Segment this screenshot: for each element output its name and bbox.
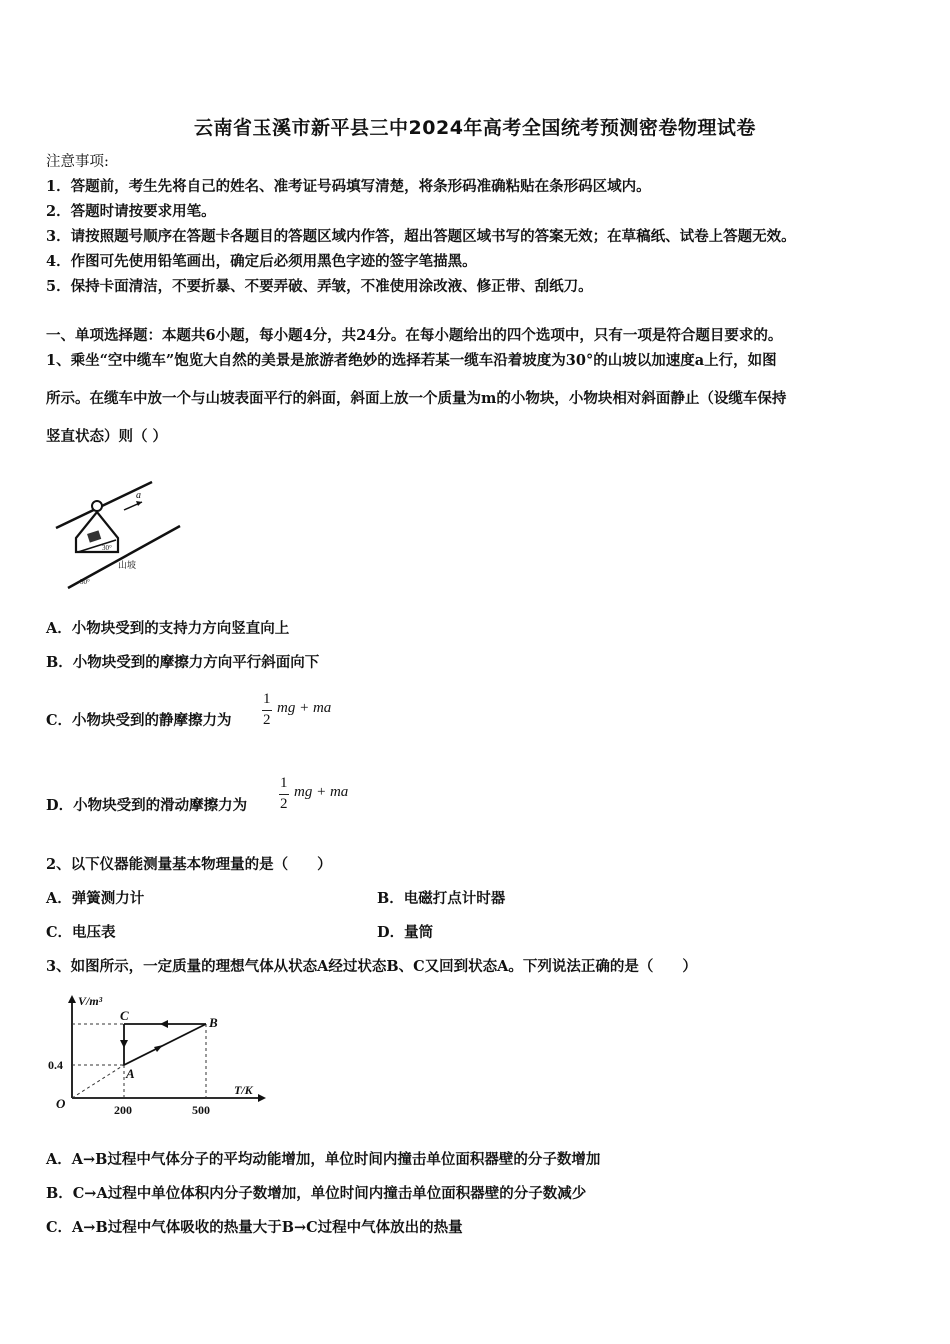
q3-stem: 3、如图所示，一定质量的理想气体从状态A经过状态B、C又回到状态A。下列说法正确的是（ ）	[46, 958, 697, 975]
q1-option-a: A．小物块受到的支持力方向竖直向上	[46, 620, 290, 637]
q2-option-a: A．弹簧测力计	[46, 890, 145, 907]
q3-vt-graph	[42, 990, 272, 1122]
q1-stem-line2: 所示。在缆车中放一个与山坡表面平行的斜面，斜面上放一个质量为m的小物块，小物块相对斜面静止（设缆车保持	[46, 390, 787, 407]
point-a-label: A	[126, 1066, 135, 1081]
q1-option-c: C．小物块受到的静摩擦力为	[46, 712, 232, 729]
q1-cable-car-figure	[54, 470, 194, 592]
notice-heading: 注意事项:	[46, 154, 109, 170]
process-a-b	[124, 1024, 206, 1065]
top-angle-label: 30°	[102, 544, 112, 552]
q2-stem: 2、以下仪器能测量基本物理量的是（ ）	[46, 856, 332, 873]
v-axis-label: V/m³	[78, 994, 103, 1008]
hill-label: 山坡	[118, 560, 137, 570]
q2-option-b: B．电磁打点计时器	[377, 890, 506, 907]
y-tick-label: 0.4	[48, 1058, 63, 1072]
page-title: 云南省玉溪市新平县三中2024年高考全国统考预测密卷物理试卷	[194, 117, 756, 139]
t-axis-label: T/K	[234, 1083, 253, 1097]
notice-item: 5．保持卡面清洁，不要折暴、不要弄破、弄皱，不准使用涂改液、修正带、刮纸刀。	[46, 278, 593, 295]
notice-item: 4．作图可先使用铅笔画出，确定后必须用黑色字迹的签字笔描黑。	[46, 253, 477, 270]
origin-label: O	[56, 1096, 66, 1111]
section-heading: 一、单项选择题：本题共6小题，每小题4分，共24分。在每小题给出的四个选项中，只有一项是符合题目要求的。	[46, 327, 783, 344]
q2-option-d: D．量筒	[377, 924, 434, 941]
q3-option-b: B．C→A过程中单位体积内分子数增加，单位时间内撞击单位面积器壁的分子数减少	[46, 1185, 587, 1202]
q1-stem-line3: 竖直状态）则（ ）	[46, 428, 168, 445]
q2-option-c: C．电压表	[46, 924, 116, 941]
q1-option-c-formula: 1 2 mg + ma	[263, 691, 332, 728]
q1-option-b: B．小物块受到的摩擦力方向平行斜面向下	[46, 654, 320, 671]
q1-option-d-formula: 1 2 mg + ma	[280, 775, 349, 812]
point-b-label: B	[209, 1015, 218, 1030]
pulley-icon	[92, 501, 102, 511]
small-block	[87, 530, 101, 542]
bottom-angle-label: 30°	[80, 578, 90, 586]
point-c-label: C	[120, 1008, 129, 1023]
x-tick-label: 500	[192, 1103, 210, 1117]
q3-option-a: A．A→B过程中气体分子的平均动能增加，单位时间内撞击单位面积器壁的分子数增加	[46, 1151, 601, 1168]
notice-item: 2．答题时请按要求用笔。	[46, 203, 216, 220]
notice-item: 1．答题前，考生先将自己的姓名、准考证号码填写清楚，将条形码准确粘贴在条形码区域内。	[46, 178, 651, 195]
q3-option-c: C．A→B过程中气体吸收的热量大于B→C过程中气体放出的热量	[46, 1219, 463, 1236]
notice-item: 3．请按照题号顺序在答题卡各题目的答题区域内作答，超出答题区域书写的答案无效；在草稿纸、试卷上答题无效。	[46, 228, 796, 245]
x-tick-label: 200	[114, 1103, 132, 1117]
q1-option-d: D．小物块受到的滑动摩擦力为	[46, 797, 248, 814]
q1-stem-line1: 1、乘坐“空中缆车”饱览大自然的美景是旅游者绝妙的选择若某一缆车沿着坡度为30°的山坡以加速度a上行，如图	[46, 352, 777, 369]
accel-label: a	[136, 490, 141, 501]
